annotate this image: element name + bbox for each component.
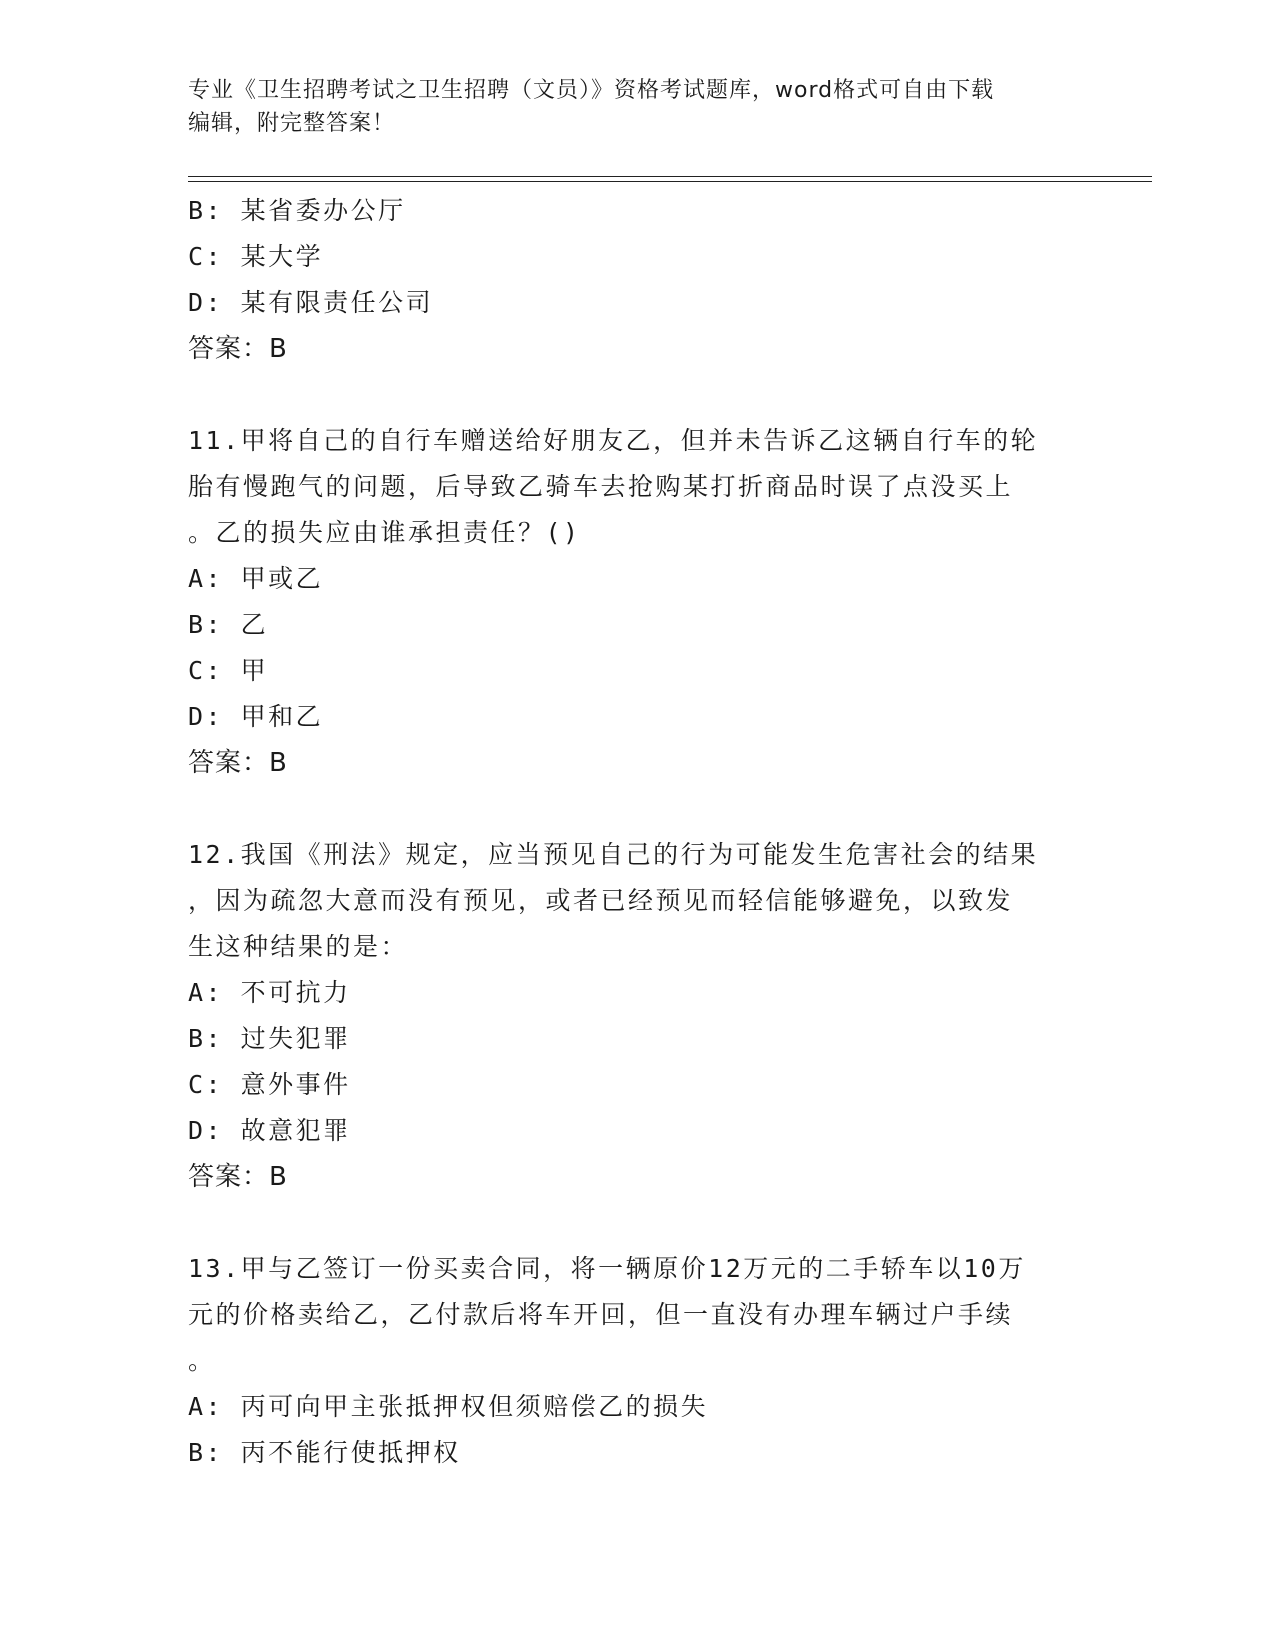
option-a: A: 不可抗力 xyxy=(188,978,351,1007)
header-divider-bottom xyxy=(188,181,1152,182)
question-stem-line: ，因为疏忽大意而没有预见，或者已经预见而轻信能够避免，以致发 xyxy=(188,886,1014,915)
question-content xyxy=(188,188,1088,1476)
header-line-1: 专业《卫生招聘考试之卫生招聘（文员）》资格考试题库，word格式可自由下载 xyxy=(188,78,995,103)
option-b: B: 乙 xyxy=(188,610,269,639)
spacer xyxy=(188,372,1088,418)
question-10-tail xyxy=(188,188,1088,372)
answer-line: 答案：B xyxy=(188,334,288,364)
question-stem-line: 元的价格卖给乙，乙付款后将车开回，但一直没有办理车辆过户手续 xyxy=(188,1300,1014,1329)
option-b: B: 丙不能行使抵押权 xyxy=(188,1438,461,1467)
option-c: C: 甲 xyxy=(188,656,269,685)
header-divider-top xyxy=(188,176,1152,177)
spacer xyxy=(188,786,1088,832)
question-11 xyxy=(188,418,1088,786)
question-stem-line: 胎有慢跑气的问题，后导致乙骑车去抢购某打折商品时误了点没买上 xyxy=(188,472,1014,501)
option-d: D: 甲和乙 xyxy=(188,702,324,731)
spacer xyxy=(188,1200,1088,1246)
option-c: C: 某大学 xyxy=(188,242,324,271)
option-c: C: 意外事件 xyxy=(188,1070,351,1099)
option-d: D: 故意犯罪 xyxy=(188,1116,351,1145)
option-d: D: 某有限责任公司 xyxy=(188,288,434,317)
question-12 xyxy=(188,832,1088,1200)
option-b: B: 过失犯罪 xyxy=(188,1024,351,1053)
document-header xyxy=(188,74,1088,140)
option-a: A: 甲或乙 xyxy=(188,564,324,593)
question-stem-line: 13.甲与乙签订一份买卖合同，将一辆原价12万元的二手轿车以10万 xyxy=(188,1254,1026,1283)
option-b: B: 某省委办公厅 xyxy=(188,196,406,225)
question-13 xyxy=(188,1246,1088,1476)
question-stem-line: 。 xyxy=(188,1346,216,1375)
question-stem-line: 11.甲将自己的自行车赠送给好朋友乙，但并未告诉乙这辆自行车的轮 xyxy=(188,426,1039,455)
question-stem-line: 。乙的损失应由谁承担责任？() xyxy=(188,518,581,547)
header-line-2: 编辑，附完整答案！ xyxy=(188,111,396,136)
answer-line: 答案：B xyxy=(188,1162,288,1192)
answer-line: 答案：B xyxy=(188,748,288,778)
question-stem-line: 生这种结果的是： xyxy=(188,932,409,961)
option-a: A: 丙可向甲主张抵押权但须赔偿乙的损失 xyxy=(188,1392,709,1421)
question-stem-line: 12.我国《刑法》规定，应当预见自己的行为可能发生危害社会的结果 xyxy=(188,840,1039,869)
